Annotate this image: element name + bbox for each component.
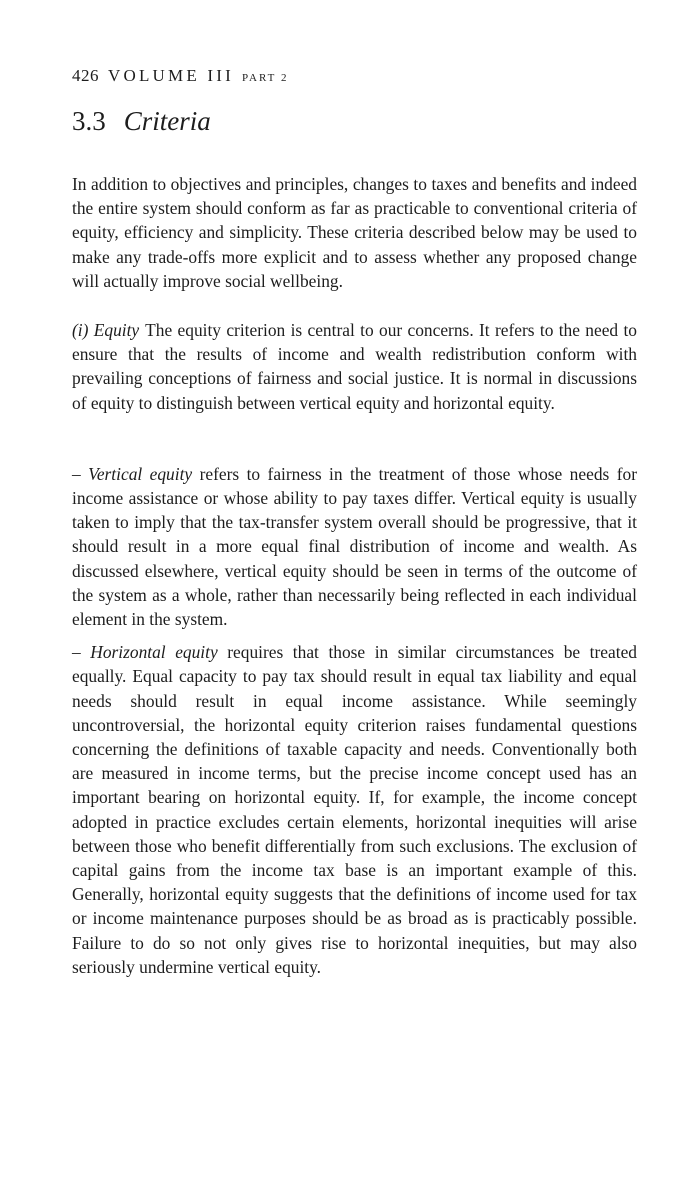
horizontal-equity-term: Horizontal equity	[90, 642, 218, 663]
vertical-equity-term: Vertical equity	[88, 463, 193, 484]
running-head	[72, 64, 637, 90]
horizontal-equity-text: requires that those in similar circumstances be treated equally. Equal capacity to pay tax should result in equal tax liability and equal needs should result in equal income assistance. While seemingly uncontroversial, the horizontal equity criterion raises fundamental questions concerning the definitions of taxable capacity and needs. Conventionally both are measured in income terms, but the precise income concept used has an important bearing on horizontal equity. If, for example, the income concept adopted in practice excludes certain elements, horizontal inequities will arise between those who benefit differentially from such exclusions. The exclusion of capital gains from the income tax base is an important example of this. Generally, horizontal equity suggests that the definitions of income used for tax or income maintenance purposes should be as broad as is practicably possible. Failure to do so not only gives rise to horizontal inequities, but may also seriously undermine vertical equity.	[72, 642, 637, 977]
vertical-equity-paragraph	[72, 462, 637, 631]
horizontal-equity-dash: –	[72, 642, 91, 663]
page-number: 426	[72, 66, 99, 85]
intro-paragraph: In addition to objectives and principles, changes to taxes and benefits and indeed the entire system should conform as far as practicable to conventional criteria of equity, efficiency and simplicity. These criteria described below may be used to make any trade-offs more explicit and to assess whether any proposed change will actually improve social wellbeing.	[72, 174, 637, 291]
equity-paragraph	[72, 318, 637, 415]
book-page	[72, 64, 637, 979]
equity-paragraph-text: The equity criterion is central to our concerns. It refers to the need to ensure that the results of income and wealth redistribution conform with prevailing conceptions of fairness and social justice. It is normal in discussions of equity to distinguish between vertical equity and horizontal equity.	[72, 320, 637, 413]
vertical-equity-dash: –	[72, 463, 89, 484]
section-heading	[72, 104, 637, 138]
part-label: PART 2	[241, 72, 289, 84]
equity-run-in-heading: (i) Equity	[72, 320, 140, 341]
section-number: 3.3	[72, 106, 106, 136]
volume-label: VOLUME III	[108, 66, 234, 85]
section-title: Criteria	[123, 106, 211, 136]
horizontal-equity-paragraph	[72, 640, 637, 979]
vertical-equity-text: refers to fairness in the treatment of those whose needs for income assistance or whose ability to pay taxes differ. Vertical equity is usually taken to imply that the tax-transfer system overall should be progressive, that it should result in a more equal final distribution of income and wealth. As discussed elsewhere, vertical equity should be seen in terms of the outcome of the system as a whole, rather than necessarily being reflected in each individual element in the system.	[72, 463, 637, 630]
